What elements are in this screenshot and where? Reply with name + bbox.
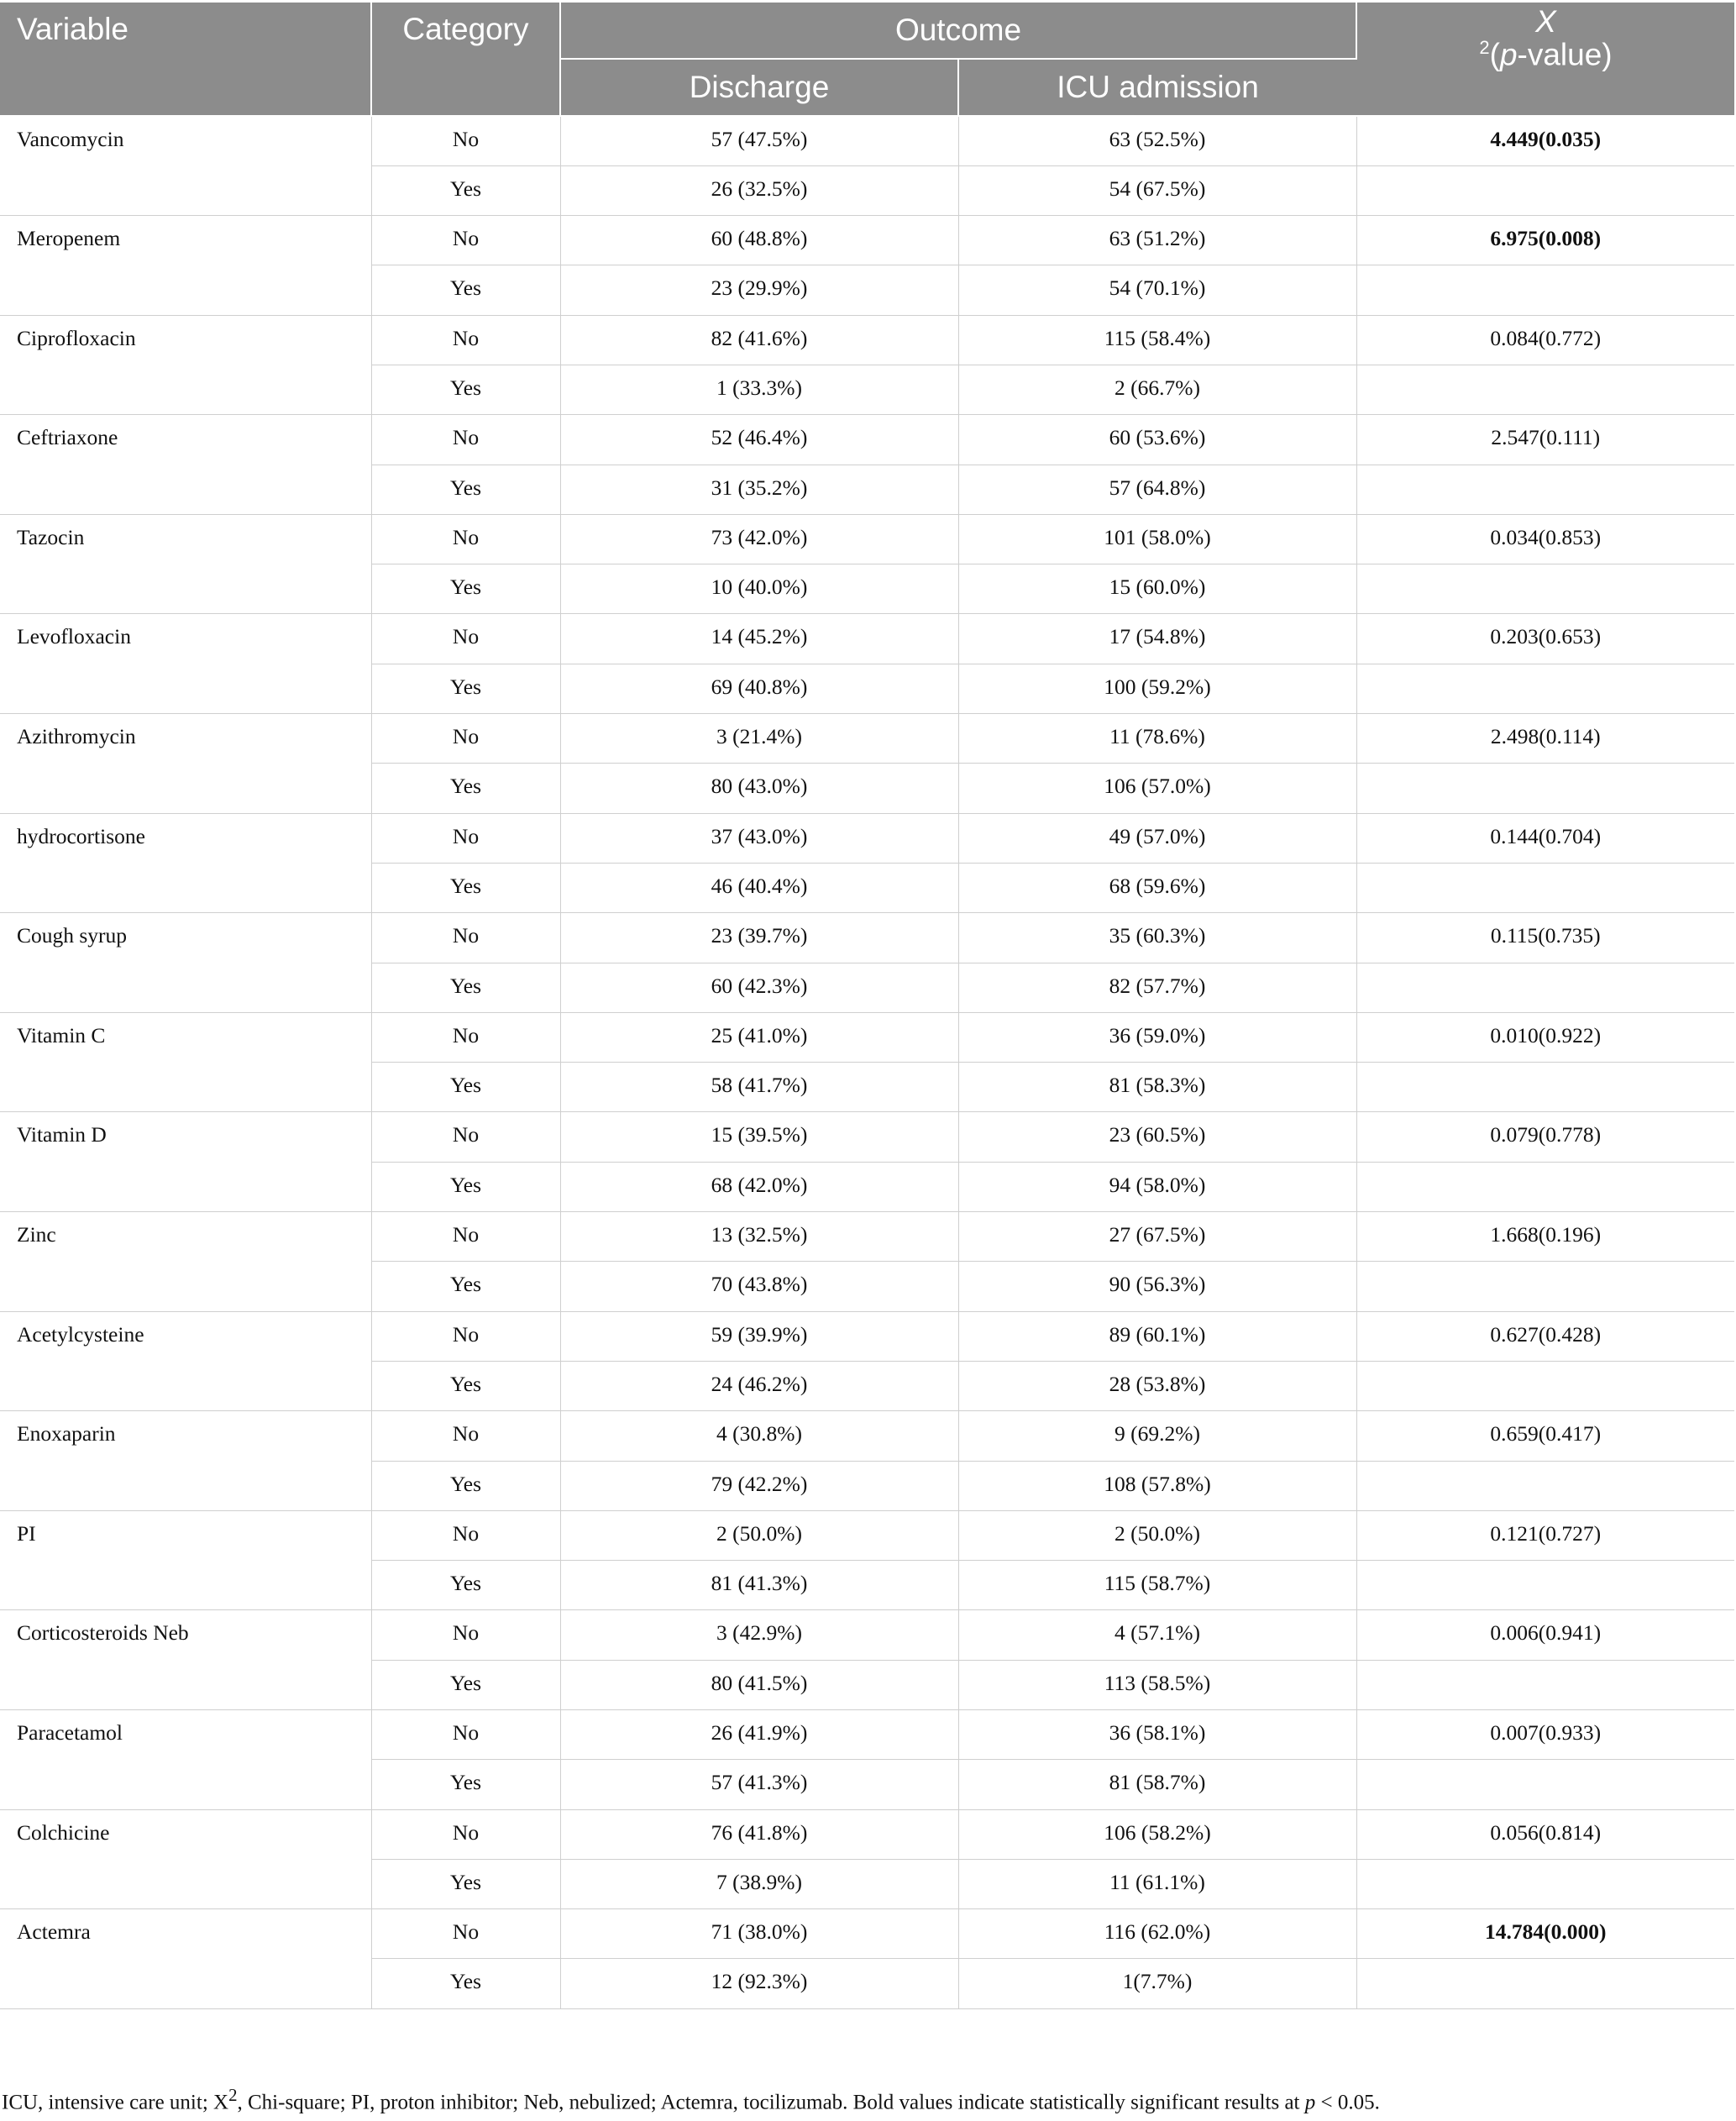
- chi-square-cell: 0.084(0.772): [1356, 315, 1734, 365]
- category-cell: No: [371, 415, 560, 465]
- discharge-cell: 79 (42.2%): [560, 1461, 958, 1510]
- variable-cell: Paracetamol: [0, 1710, 371, 1810]
- chi-square-cell: 0.006(0.941): [1356, 1610, 1734, 1660]
- icu-admission-cell: 4 (57.1%): [958, 1610, 1356, 1660]
- discharge-cell: 23 (29.9%): [560, 265, 958, 315]
- category-cell: Yes: [371, 1959, 560, 2008]
- category-cell: No: [371, 216, 560, 265]
- icu-admission-cell: 108 (57.8%): [958, 1461, 1356, 1510]
- discharge-cell: 14 (45.2%): [560, 614, 958, 664]
- icu-admission-cell: 113 (58.5%): [958, 1660, 1356, 1709]
- discharge-cell: 57 (47.5%): [560, 116, 958, 165]
- category-cell: No: [371, 813, 560, 863]
- discharge-cell: 26 (32.5%): [560, 165, 958, 215]
- table-row: [0, 614, 1734, 664]
- header-discharge: Discharge: [560, 59, 958, 116]
- discharge-cell: 7 (38.9%): [560, 1859, 958, 1908]
- header-chi-pvalue: [1357, 39, 1734, 70]
- icu-admission-cell: 11 (61.1%): [958, 1859, 1356, 1908]
- variable-cell: Vitamin D: [0, 1112, 371, 1212]
- discharge-cell: 13 (32.5%): [560, 1212, 958, 1262]
- icu-admission-cell: 89 (60.1%): [958, 1311, 1356, 1361]
- chi-square-cell: 2.547(0.111): [1356, 415, 1734, 465]
- variable-cell: PI: [0, 1510, 371, 1610]
- category-cell: No: [371, 1012, 560, 1062]
- table-row: [0, 813, 1734, 863]
- table-row: [0, 1012, 1734, 1062]
- discharge-cell: 73 (42.0%): [560, 514, 958, 564]
- discharge-cell: 81 (41.3%): [560, 1561, 958, 1610]
- category-cell: Yes: [371, 265, 560, 315]
- category-cell: No: [371, 1710, 560, 1760]
- category-cell: Yes: [371, 1760, 560, 1809]
- category-cell: No: [371, 1311, 560, 1361]
- empty-cell: [1356, 1561, 1734, 1610]
- discharge-cell: 1 (33.3%): [560, 365, 958, 414]
- icu-admission-cell: 17 (54.8%): [958, 614, 1356, 664]
- chi-square-cell: 2.498(0.114): [1356, 714, 1734, 764]
- discharge-cell: 60 (42.3%): [560, 963, 958, 1012]
- header-category: Category: [371, 3, 560, 116]
- variable-cell: Zinc: [0, 1212, 371, 1312]
- table-row: [0, 1610, 1734, 1660]
- category-cell: Yes: [371, 1859, 560, 1908]
- header-chi-p: p: [1499, 37, 1518, 72]
- icu-admission-cell: 115 (58.7%): [958, 1561, 1356, 1610]
- icu-admission-cell: 90 (56.3%): [958, 1262, 1356, 1311]
- icu-admission-cell: 115 (58.4%): [958, 315, 1356, 365]
- icu-admission-cell: 106 (58.2%): [958, 1809, 1356, 1859]
- category-cell: No: [371, 116, 560, 165]
- icu-admission-cell: 116 (62.0%): [958, 1909, 1356, 1959]
- variable-cell: Ceftriaxone: [0, 415, 371, 515]
- table-row: [0, 1710, 1734, 1760]
- icu-admission-cell: 2 (50.0%): [958, 1510, 1356, 1560]
- category-cell: Yes: [371, 1660, 560, 1709]
- table-footnote: [0, 2085, 1736, 2114]
- empty-cell: [1356, 564, 1734, 614]
- icu-admission-cell: 35 (60.3%): [958, 913, 1356, 963]
- chi-square-cell: 0.115(0.735): [1356, 913, 1734, 963]
- category-cell: No: [371, 1112, 560, 1162]
- variable-cell: Ciprofloxacin: [0, 315, 371, 415]
- discharge-cell: 3 (42.9%): [560, 1610, 958, 1660]
- empty-cell: [1356, 1660, 1734, 1709]
- icu-admission-cell: 57 (64.8%): [958, 465, 1356, 514]
- discharge-cell: 10 (40.0%): [560, 564, 958, 614]
- variable-cell: Corticosteroids Neb: [0, 1610, 371, 1710]
- discharge-cell: 58 (41.7%): [560, 1063, 958, 1112]
- table-row: [0, 1411, 1734, 1461]
- icu-admission-cell: 36 (59.0%): [958, 1012, 1356, 1062]
- discharge-cell: 70 (43.8%): [560, 1262, 958, 1311]
- discharge-cell: 24 (46.2%): [560, 1361, 958, 1410]
- discharge-cell: 59 (39.9%): [560, 1311, 958, 1361]
- icu-admission-cell: 81 (58.7%): [958, 1760, 1356, 1809]
- table-row: [0, 116, 1734, 165]
- discharge-cell: 80 (41.5%): [560, 1660, 958, 1709]
- chi-square-cell: 0.203(0.653): [1356, 614, 1734, 664]
- category-cell: No: [371, 1909, 560, 1959]
- icu-admission-cell: 54 (70.1%): [958, 265, 1356, 315]
- category-cell: Yes: [371, 564, 560, 614]
- chi-square-cell: 0.121(0.727): [1356, 1510, 1734, 1560]
- chi-square-cell: 0.034(0.853): [1356, 514, 1734, 564]
- table-row: [0, 1112, 1734, 1162]
- empty-cell: [1356, 863, 1734, 912]
- icu-admission-cell: 100 (59.2%): [958, 664, 1356, 713]
- empty-cell: [1356, 1063, 1734, 1112]
- chi-square-cell: 1.668(0.196): [1356, 1212, 1734, 1262]
- variable-cell: Azithromycin: [0, 714, 371, 814]
- category-cell: Yes: [371, 465, 560, 514]
- table-header: [0, 3, 1734, 116]
- discharge-cell: 2 (50.0%): [560, 1510, 958, 1560]
- chi-square-cell: 0.144(0.704): [1356, 813, 1734, 863]
- discharge-cell: 69 (40.8%): [560, 664, 958, 713]
- header-chi-x: X: [1535, 4, 1556, 39]
- variable-cell: Vancomycin: [0, 116, 371, 216]
- category-cell: Yes: [371, 365, 560, 414]
- empty-cell: [1356, 1959, 1734, 2008]
- table-row: [0, 415, 1734, 465]
- chi-square-cell: 4.449(0.035): [1356, 116, 1734, 165]
- table-row: [0, 1212, 1734, 1262]
- category-cell: No: [371, 1809, 560, 1859]
- footnote-p: p: [1304, 2091, 1316, 2114]
- empty-cell: [1356, 1162, 1734, 1211]
- icu-admission-cell: 81 (58.3%): [958, 1063, 1356, 1112]
- category-cell: No: [371, 1610, 560, 1660]
- empty-cell: [1356, 764, 1734, 813]
- discharge-cell: 37 (43.0%): [560, 813, 958, 863]
- header-chi-open: (: [1489, 37, 1500, 72]
- category-cell: Yes: [371, 1361, 560, 1410]
- category-cell: Yes: [371, 664, 560, 713]
- discharge-cell: 25 (41.0%): [560, 1012, 958, 1062]
- table-row: [0, 1809, 1734, 1859]
- header-chi-rest: -value): [1517, 37, 1613, 72]
- category-cell: No: [371, 714, 560, 764]
- icu-admission-cell: 106 (57.0%): [958, 764, 1356, 813]
- icu-admission-cell: 9 (69.2%): [958, 1411, 1356, 1461]
- results-table: [0, 3, 1734, 2009]
- table-row: [0, 913, 1734, 963]
- chi-square-cell: 0.056(0.814): [1356, 1809, 1734, 1859]
- icu-admission-cell: 2 (66.7%): [958, 365, 1356, 414]
- empty-cell: [1356, 963, 1734, 1012]
- variable-cell: Vitamin C: [0, 1012, 371, 1112]
- discharge-cell: 3 (21.4%): [560, 714, 958, 764]
- discharge-cell: 71 (38.0%): [560, 1909, 958, 1959]
- table-row: [0, 1909, 1734, 1959]
- icu-admission-cell: 28 (53.8%): [958, 1361, 1356, 1410]
- empty-cell: [1356, 1859, 1734, 1908]
- icu-admission-cell: 27 (67.5%): [958, 1212, 1356, 1262]
- discharge-cell: 46 (40.4%): [560, 863, 958, 912]
- variable-cell: Meropenem: [0, 216, 371, 316]
- discharge-cell: 80 (43.0%): [560, 764, 958, 813]
- table-row: [0, 514, 1734, 564]
- footnote-part3: < 0.05.: [1315, 2091, 1380, 2114]
- variable-cell: Actemra: [0, 1909, 371, 2009]
- table-row: [0, 1311, 1734, 1361]
- icu-admission-cell: 49 (57.0%): [958, 813, 1356, 863]
- chi-square-cell: 14.784(0.000): [1356, 1909, 1734, 1959]
- category-cell: No: [371, 913, 560, 963]
- discharge-cell: 31 (35.2%): [560, 465, 958, 514]
- category-cell: No: [371, 614, 560, 664]
- header-variable: Variable: [0, 3, 371, 116]
- icu-admission-cell: 68 (59.6%): [958, 863, 1356, 912]
- empty-cell: [1356, 165, 1734, 215]
- category-cell: Yes: [371, 764, 560, 813]
- discharge-cell: 23 (39.7%): [560, 913, 958, 963]
- variable-cell: hydrocortisone: [0, 813, 371, 913]
- chi-square-cell: 0.079(0.778): [1356, 1112, 1734, 1162]
- header-icu-admission: ICU admission: [958, 59, 1356, 116]
- empty-cell: [1356, 664, 1734, 713]
- table-row: [0, 1510, 1734, 1560]
- empty-cell: [1356, 1262, 1734, 1311]
- category-cell: Yes: [371, 1461, 560, 1510]
- discharge-cell: 57 (41.3%): [560, 1760, 958, 1809]
- chi-square-cell: 0.007(0.933): [1356, 1710, 1734, 1760]
- discharge-cell: 82 (41.6%): [560, 315, 958, 365]
- empty-cell: [1356, 1760, 1734, 1809]
- header-chi-square: [1356, 3, 1734, 116]
- discharge-cell: 52 (46.4%): [560, 415, 958, 465]
- discharge-cell: 12 (92.3%): [560, 1959, 958, 2008]
- table-row: [0, 714, 1734, 764]
- icu-admission-cell: 36 (58.1%): [958, 1710, 1356, 1760]
- icu-admission-cell: 101 (58.0%): [958, 514, 1356, 564]
- category-cell: Yes: [371, 165, 560, 215]
- category-cell: No: [371, 1510, 560, 1560]
- header-chi-sup: 2: [1479, 37, 1490, 58]
- table-row: [0, 216, 1734, 265]
- footnote-sup: 2: [228, 2085, 238, 2105]
- chi-square-cell: 0.627(0.428): [1356, 1311, 1734, 1361]
- category-cell: No: [371, 315, 560, 365]
- discharge-cell: 60 (48.8%): [560, 216, 958, 265]
- chi-square-cell: 0.659(0.417): [1356, 1411, 1734, 1461]
- variable-cell: Enoxaparin: [0, 1411, 371, 1511]
- icu-admission-cell: 1(7.7%): [958, 1959, 1356, 2008]
- footnote-part1: ICU, intensive care unit; X: [2, 2091, 229, 2114]
- category-cell: Yes: [371, 1561, 560, 1610]
- empty-cell: [1356, 465, 1734, 514]
- category-cell: No: [371, 1212, 560, 1262]
- table-row: [0, 315, 1734, 365]
- discharge-cell: 76 (41.8%): [560, 1809, 958, 1859]
- category-cell: No: [371, 1411, 560, 1461]
- category-cell: Yes: [371, 1262, 560, 1311]
- icu-admission-cell: 15 (60.0%): [958, 564, 1356, 614]
- footnote-part2: , Chi-square; PI, proton inhibitor; Neb, nebulized; Actemra, tocilizumab. Bold values indicate statistically significant results at: [237, 2091, 1305, 2114]
- variable-cell: Levofloxacin: [0, 614, 371, 714]
- icu-admission-cell: 94 (58.0%): [958, 1162, 1356, 1211]
- discharge-cell: 26 (41.9%): [560, 1710, 958, 1760]
- variable-cell: Cough syrup: [0, 913, 371, 1013]
- icu-admission-cell: 82 (57.7%): [958, 963, 1356, 1012]
- chi-square-cell: 0.010(0.922): [1356, 1012, 1734, 1062]
- chi-square-cell: 6.975(0.008): [1356, 216, 1734, 265]
- empty-cell: [1356, 1461, 1734, 1510]
- discharge-cell: 4 (30.8%): [560, 1411, 958, 1461]
- variable-cell: Acetylcysteine: [0, 1311, 371, 1411]
- category-cell: Yes: [371, 1162, 560, 1211]
- category-cell: No: [371, 514, 560, 564]
- icu-admission-cell: 11 (78.6%): [958, 714, 1356, 764]
- header-outcome: Outcome: [560, 3, 1356, 59]
- empty-cell: [1356, 1361, 1734, 1410]
- discharge-cell: 68 (42.0%): [560, 1162, 958, 1211]
- table-body: [0, 116, 1734, 2008]
- icu-admission-cell: 23 (60.5%): [958, 1112, 1356, 1162]
- empty-cell: [1356, 365, 1734, 414]
- icu-admission-cell: 63 (51.2%): [958, 216, 1356, 265]
- discharge-cell: 15 (39.5%): [560, 1112, 958, 1162]
- category-cell: Yes: [371, 863, 560, 912]
- icu-admission-cell: 60 (53.6%): [958, 415, 1356, 465]
- icu-admission-cell: 63 (52.5%): [958, 116, 1356, 165]
- variable-cell: Colchicine: [0, 1809, 371, 1909]
- variable-cell: Tazocin: [0, 514, 371, 614]
- icu-admission-cell: 54 (67.5%): [958, 165, 1356, 215]
- empty-cell: [1356, 265, 1734, 315]
- category-cell: Yes: [371, 1063, 560, 1112]
- category-cell: Yes: [371, 963, 560, 1012]
